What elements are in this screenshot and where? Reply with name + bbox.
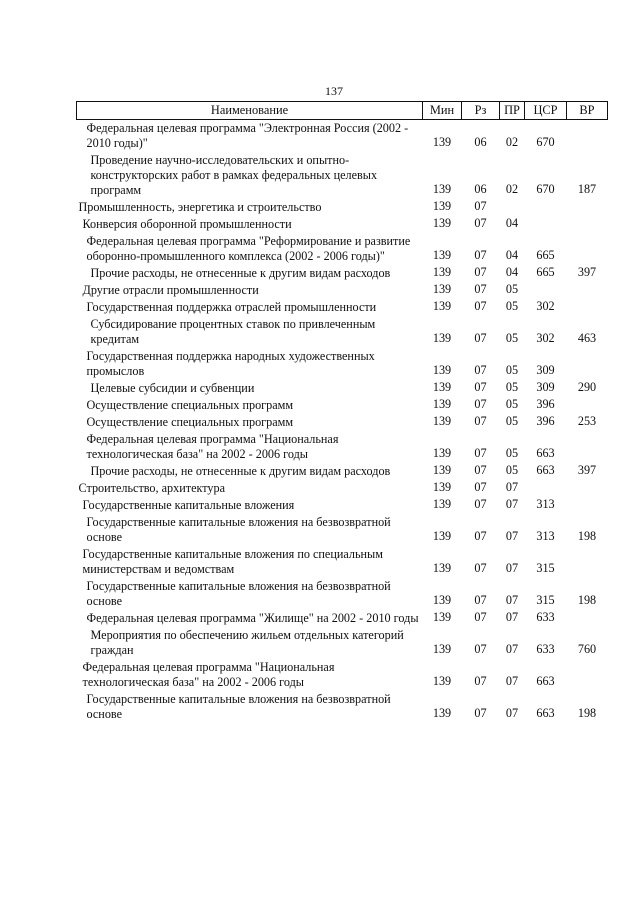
row-csr: 633 [536,610,555,624]
row-min: 139 [432,706,452,720]
row-csr: 396 [536,397,555,411]
row-rz: 07 [474,561,487,575]
row-vr [567,120,608,153]
row-min: 139 [432,463,452,477]
row-pr: 05 [505,463,519,477]
table-header-row [77,102,608,120]
row-csr: 670 [536,182,555,196]
row-pr: 04 [505,216,519,230]
row-name: Федеральная целевая программа "Национальная технологическая база" на 2002 - 2006 годы [82,660,335,689]
row-min: 139 [432,282,452,296]
row-vr [567,497,608,514]
row-vr [567,199,608,216]
row-csr: 309 [536,363,555,377]
row-pr: 07 [505,561,519,575]
row-rz: 07 [474,610,487,624]
header-name: Наименование [77,102,423,120]
row-csr: 663 [536,446,555,460]
row-pr: 05 [505,282,519,296]
row-pr: 07 [505,480,519,494]
row-pr: 05 [505,414,519,428]
row-rz: 07 [474,480,487,494]
row-rz: 06 [474,135,487,149]
row-min: 139 [432,135,452,149]
row-vr [567,397,608,414]
row-min: 139 [432,561,452,575]
table-row [77,659,608,691]
row-rz: 07 [474,380,487,394]
row-rz: 07 [474,414,487,428]
row-min: 139 [432,331,452,345]
row-name: Промышленность, энергетика и строительство [78,200,322,214]
row-min: 139 [432,248,452,262]
row-pr: 05 [505,446,519,460]
row-csr: 665 [536,265,555,279]
row-name: Федеральная целевая программа "Электронная Россия (2002 - 2010 годы)" [86,121,409,150]
row-name: Федеральная целевая программа "Национальная технологическая база" на 2002 - 2006 годы [86,432,339,461]
row-vr [567,659,608,691]
row-rz: 07 [474,397,487,411]
row-vr: 198 [577,593,597,607]
row-min: 139 [432,529,452,543]
row-min: 139 [432,610,452,624]
row-name: Проведение научно-исследовательских и опытно-конструкторских работ в рамках федеральных целевых программ [90,153,378,197]
table-row [77,216,608,233]
table-row [77,463,608,480]
row-pr: 05 [505,363,519,377]
row-vr: 397 [577,265,597,279]
row-csr [525,216,567,233]
row-vr [567,546,608,578]
row-name: Осуществление специальных программ [86,398,294,412]
row-name: Прочие расходы, не отнесенные к другим видам расходов [90,266,391,280]
row-name: Прочие расходы, не отнесенные к другим видам расходов [90,464,391,478]
row-csr: 633 [536,642,555,656]
row-vr: 198 [577,529,597,543]
row-vr [567,299,608,316]
row-pr: 07 [505,706,519,720]
row-vr: 760 [577,642,597,656]
row-name: Государственная поддержка народных художественных промыслов [86,349,375,378]
row-name: Строительство, архитектура [78,481,225,495]
row-pr: 05 [505,331,519,345]
row-pr: 04 [505,265,519,279]
row-csr: 663 [536,674,555,688]
row-rz: 07 [474,248,487,262]
row-pr: 07 [505,642,519,656]
budget-table [76,101,608,723]
row-pr: 07 [505,610,519,624]
row-csr [525,199,567,216]
row-rz: 07 [474,363,487,377]
table-row [77,431,608,463]
row-vr: 463 [577,331,597,345]
row-csr: 663 [536,706,555,720]
row-pr: 07 [505,593,519,607]
row-vr [567,282,608,299]
table-row [77,348,608,380]
row-csr: 315 [536,561,555,575]
table-row [77,627,608,659]
row-min: 139 [432,299,452,313]
row-name: Государственные капитальные вложения [82,498,295,512]
row-rz: 07 [474,216,487,230]
table-row [77,380,608,397]
row-pr: 05 [505,397,519,411]
row-min: 139 [432,380,452,394]
row-pr: 02 [505,135,519,149]
table-row [77,120,608,153]
table-row [77,546,608,578]
row-rz: 07 [474,529,487,543]
row-csr: 313 [536,529,555,543]
table-row [77,199,608,216]
row-pr: 07 [505,497,519,511]
row-name: Другие отрасли промышленности [82,283,259,297]
table-row [77,497,608,514]
row-csr: 396 [536,414,555,428]
row-vr: 397 [577,463,597,477]
row-csr: 663 [536,463,555,477]
header-min: Мин [423,102,462,120]
row-name: Мероприятия по обеспечению жильем отдельных категорий граждан [90,628,404,657]
row-name: Государственные капитальные вложения на безвозвратной основе [86,692,391,721]
row-csr: 313 [536,497,555,511]
row-vr [567,431,608,463]
row-rz: 07 [474,497,487,511]
row-name: Субсидирование процентных ставок по привлеченным кредитам [90,317,376,346]
table-row [77,578,608,610]
row-rz: 07 [474,299,487,313]
row-name: Целевые субсидии и субвенции [90,381,255,395]
row-csr: 309 [536,380,555,394]
row-csr: 302 [536,331,555,345]
row-vr [567,610,608,627]
row-rz: 07 [474,282,487,296]
row-min: 139 [432,642,452,656]
table-row [77,282,608,299]
table-row [77,397,608,414]
table-row [77,610,608,627]
row-min: 139 [432,265,452,279]
table-row [77,265,608,282]
row-min: 139 [432,363,452,377]
row-vr: 198 [577,706,597,720]
row-csr: 670 [536,135,555,149]
row-name: Конверсия оборонной промышленности [82,217,292,231]
table-row [77,152,608,199]
row-rz: 06 [474,182,487,196]
row-csr: 315 [536,593,555,607]
row-rz: 07 [474,593,487,607]
header-pr: ПР [500,102,525,120]
row-vr: 187 [577,182,597,196]
row-min: 139 [432,216,452,230]
row-vr [567,233,608,265]
table-row [77,316,608,348]
row-min: 139 [432,397,452,411]
row-vr [567,480,608,497]
row-csr [525,282,567,299]
row-rz: 07 [474,199,487,213]
row-rz: 07 [474,446,487,460]
header-csr: ЦСР [525,102,567,120]
row-name: Осуществление специальных программ [86,415,294,429]
row-min: 139 [432,446,452,460]
header-rz: Рз [462,102,500,120]
row-pr: 05 [505,299,519,313]
table-row [77,414,608,431]
row-name: Государственная поддержка отраслей промышленности [86,300,377,314]
table-row [77,514,608,546]
row-min: 139 [432,182,452,196]
row-pr: 02 [505,182,519,196]
table-row [77,233,608,265]
row-csr: 302 [536,299,555,313]
row-csr [525,480,567,497]
row-name: Федеральная целевая программа "Жилище" на 2002 - 2010 годы [86,611,419,625]
row-min: 139 [432,497,452,511]
row-min: 139 [432,593,452,607]
table-row [77,691,608,723]
row-min: 139 [432,480,452,494]
row-rz: 07 [474,265,487,279]
row-pr: 05 [505,380,519,394]
page-number: 137 [325,84,343,98]
row-rz: 07 [474,331,487,345]
row-name: Государственные капитальные вложения на безвозвратной основе [86,579,391,608]
row-vr [567,348,608,380]
row-vr: 290 [577,380,597,394]
row-pr: 04 [505,248,519,262]
row-name: Федеральная целевая программа "Реформирование и развитие оборонно-промышленного комплекса (2002 - 2006 годы)" [86,234,411,263]
row-rz: 07 [474,674,487,688]
row-csr: 665 [536,248,555,262]
row-pr [500,199,525,216]
row-rz: 07 [474,642,487,656]
table-row [77,299,608,316]
row-rz: 07 [474,463,487,477]
row-name: Государственные капитальные вложения на безвозвратной основе [86,515,391,544]
row-pr: 07 [505,529,519,543]
row-min: 139 [432,674,452,688]
header-vr: ВР [567,102,608,120]
table-row [77,480,608,497]
row-min: 139 [432,199,452,213]
row-name: Государственные капитальные вложения по специальным министерствам и ведомствам [82,547,383,576]
row-vr: 253 [577,414,597,428]
row-min: 139 [432,414,452,428]
row-pr: 07 [505,674,519,688]
row-rz: 07 [474,706,487,720]
row-vr [567,216,608,233]
